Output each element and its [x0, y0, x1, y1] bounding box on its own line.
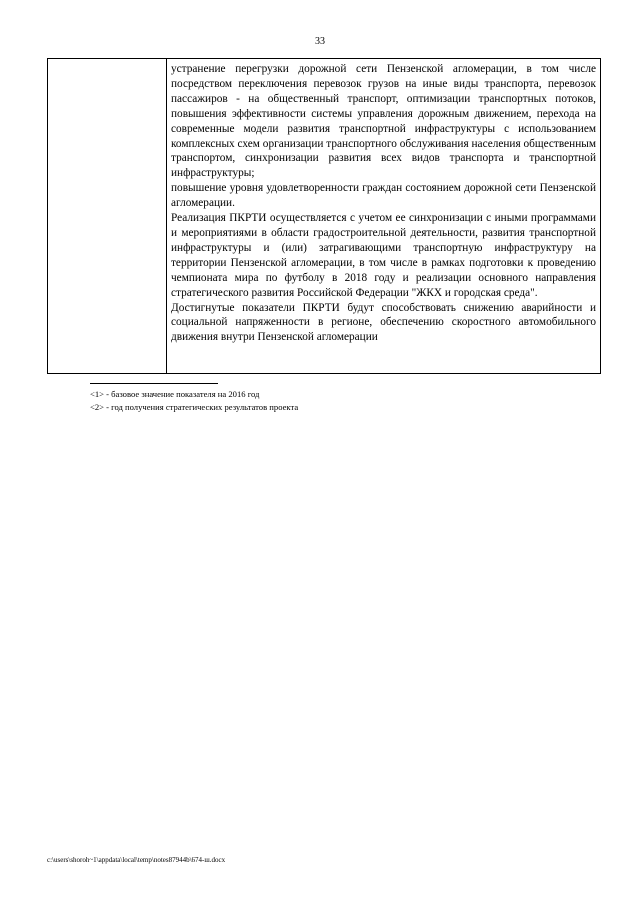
footnote-separator — [90, 383, 218, 384]
footnotes — [90, 388, 298, 414]
footnote-2: <2> - год получения стратегических результатов проекта — [90, 402, 299, 412]
content-table — [47, 58, 601, 374]
paragraph-results: Достигнутые показатели ПКРТИ будут способствовать снижению аварийности и социальной напряженности в регионе, обеспечению скоростного автомобильного движения внутри Пензенской агломерации — [171, 301, 596, 344]
table-left-cell — [48, 59, 167, 373]
paragraph-implementation: Реализация ПКРТИ осуществляется с учетом ее синхронизации с иными программами и мероприятиями в области градостроительной деятельности, развития транспортной инфраструктуры и (или) затрагивающими транспортную инфраструктуру на территории Пензенской агломерации, в том числе в рамках подготовки к проведению чемпионата мира по футболу в 2018 году и реализации основного направления стратегического развития Российской Федерации "ЖКХ и городская среда". — [171, 212, 596, 299]
footnote-1: <1> - базовое значение показателя на 2016 год — [90, 389, 260, 399]
paragraph-goal-congestion: устранение перегрузки дорожной сети Пензенской агломерации, в том числе посредством переключения перевозок грузов на иные виды транспорта, перевозок пассажиров - на общественный транспорт, оптимизации транспортных потоков, повышения эффективности системы управления дорожным движением, перехода на современные модели развития транспортной инфраструктуры с использованием комплексных схем организации транспортного обслуживания населения общественным транспортом, синхронизации развития всех видов транспорта и транспортной инфраструктуры; — [171, 63, 596, 180]
paragraph-goal-satisfaction: повышение уровня удовлетворенности граждан состоянием дорожной сети Пензенской агломерации. — [171, 182, 596, 210]
document-file-path: c:\users\shoroh~1\appdata\local\temp\notes87944b\674-ш.docx — [47, 856, 226, 864]
page-number: 33 — [315, 36, 325, 47]
table-right-cell — [167, 59, 600, 373]
